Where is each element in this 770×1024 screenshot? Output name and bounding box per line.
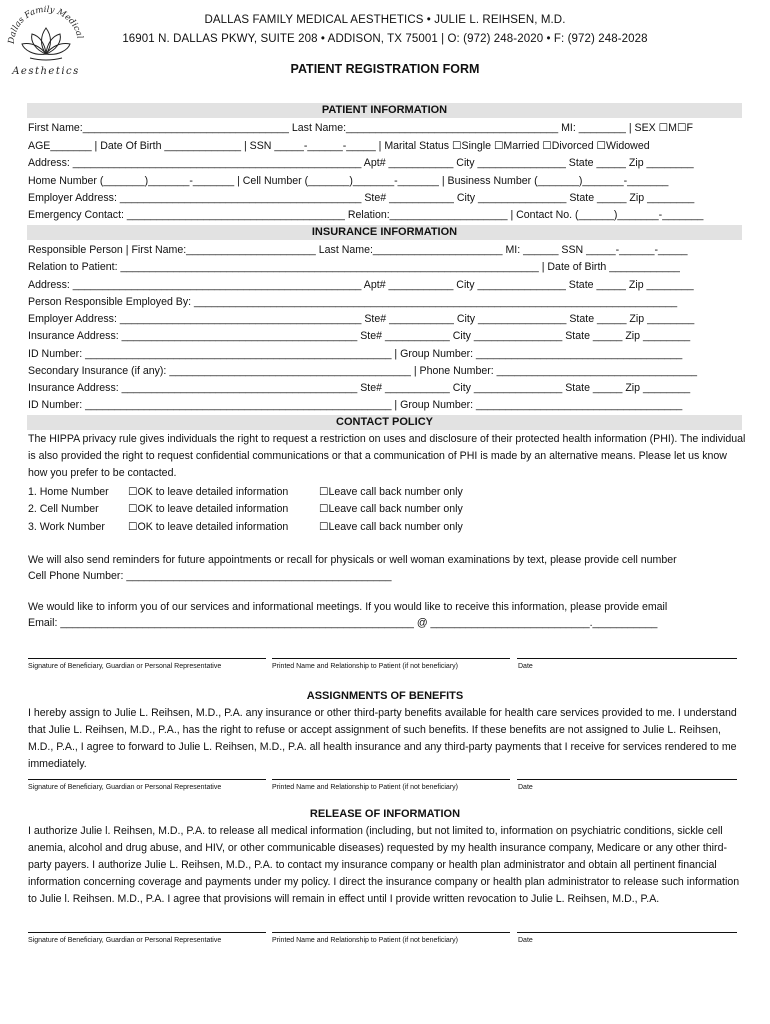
form-title: PATIENT REGISTRATION FORM xyxy=(290,62,480,76)
patient-emergency-row[interactable]: Emergency Contact: _____________________________________ Relation:____________________ | Contact No. (______)_______-_______ xyxy=(28,209,704,221)
secondary-insurance-row[interactable]: Secondary Insurance (if any): _________________________________________ | Phone Number: __________________________________ xyxy=(28,365,697,377)
signature-line[interactable] xyxy=(28,658,266,659)
practice-address-line: 16901 N. DALLAS PKWY, SUITE 208 • ADDISON, TX 75001 | O: (972) 248-2020 • F: (972) 248-2028 xyxy=(122,33,648,45)
signature-line[interactable] xyxy=(28,779,266,780)
assignment-heading: ASSIGNMENTS OF BENEFITS xyxy=(306,690,464,702)
logo-arc-text: Dallas Family Medical xyxy=(6,4,85,45)
ok-detailed-checkbox[interactable]: ☐OK to leave detailed information xyxy=(128,521,289,533)
date-label: Date xyxy=(518,784,533,791)
printed-name-line[interactable] xyxy=(272,932,510,933)
patient-address-row[interactable]: Address: _________________________________________________ Apt# ___________ City _______________ State _____ Zip ________ xyxy=(28,157,694,169)
date-line[interactable] xyxy=(517,932,737,933)
callback-only-checkbox[interactable]: ☐Leave call back number only xyxy=(319,521,463,533)
release-text: I authorize Julie l. Reihsen, M.D., P.A. to release all medical information (including, but not limited to, information on psychiatric conditions, sickle cell anemia, alcohol and drug abuse, and HIV, or other communicable diseases) requested by my health insurance company, Medicare or any other third-party payers. I authorize Julie L. Reihsen, M.D., P.A. to contact my insurance company or health plan administrator and obtain all pertinent financial information concerning coverage and payments under my policy. I direct the insurance company or health plan administrator to release such information to Julie l. Reihsen. M.D., P.A. I agree that provisions will remain in effect until I provide written revocation to Julie L. Reihsen, M.D., P.A. xyxy=(28,825,740,905)
signature-label: Signature of Beneficiary, Guardian or Personal Representative xyxy=(28,937,222,944)
insurance-relation-row[interactable]: Relation to Patient: _______________________________________________________________________ | Date of Birth ____________ xyxy=(28,261,680,273)
signature-label: Signature of Beneficiary, Guardian or Personal Representative xyxy=(28,663,222,670)
callback-only-checkbox[interactable]: ☐Leave call back number only xyxy=(319,486,463,498)
insurance-id-row[interactable]: ID Number: ____________________________________________________ | Group Number: ___________________________________ xyxy=(28,348,683,360)
insurance-employer-row[interactable]: Employer Address: _________________________________________ Ste# ___________ City _______________ State _____ Zip ________ xyxy=(28,313,695,325)
printed-name-label: Printed Name and Relationship to Patient (if not beneficiary) xyxy=(272,937,458,944)
cell-phone-field[interactable]: Cell Phone Number: _____________________________________________ xyxy=(28,570,392,582)
option-label: 3. Work Number xyxy=(28,521,105,533)
email-field[interactable]: Email: ____________________________________________________________ @ ___________________________.___________ xyxy=(28,617,658,629)
contact-policy-heading: CONTACT POLICY xyxy=(27,415,742,430)
insurance-responsible-row[interactable]: Responsible Person | First Name:______________________ Last Name:______________________ MI: ______ SSN _____-______-_____ xyxy=(28,244,688,256)
signature-block-release xyxy=(28,932,740,946)
ok-detailed-checkbox[interactable]: ☐OK to leave detailed information xyxy=(128,486,289,498)
contact-policy-text: The HIPPA privacy rule gives individuals the right to request a restriction on uses and disclosure of their protected health information (PHI). The individual is also provided the right to request confidential communications or that a communication of PHI is made by an alternative means. Please let us know how you prefer to be contacted. xyxy=(28,433,746,479)
insurance-info-heading: INSURANCE INFORMATION xyxy=(27,225,742,240)
release-heading: RELEASE OF INFORMATION xyxy=(309,808,461,820)
signature-label: Signature of Beneficiary, Guardian or Personal Representative xyxy=(28,784,222,791)
patient-age-row[interactable]: AGE_______ | Date Of Birth _____________ | SSN _____-______-_____ | Marital Status ☐Single ☐Married ☐Divorced ☐Widowed xyxy=(28,140,650,152)
date-label: Date xyxy=(518,937,533,944)
insurance-address2-row[interactable]: Insurance Address: ________________________________________ Ste# ___________ City _______________ State _____ Zip ________ xyxy=(28,330,691,342)
date-line[interactable] xyxy=(517,779,737,780)
option-label: 1. Home Number xyxy=(28,486,109,498)
patient-phone-row[interactable]: Home Number (_______)_______-_______ | Cell Number (_______)_______-_______ | Business Number (_______)_______-_______ xyxy=(28,175,669,187)
signature-block-contact xyxy=(28,658,740,672)
insurance-employed-row[interactable]: Person Responsible Employed By: __________________________________________________________________________________ xyxy=(28,296,678,308)
date-line[interactable] xyxy=(517,658,737,659)
printed-name-label: Printed Name and Relationship to Patient (if not beneficiary) xyxy=(272,663,458,670)
logo-subtitle: Aesthetics xyxy=(12,66,80,77)
printed-name-label: Printed Name and Relationship to Patient (if not beneficiary) xyxy=(272,784,458,791)
callback-only-checkbox[interactable]: ☐Leave call back number only xyxy=(319,503,463,515)
patient-employer-row[interactable]: Employer Address: _________________________________________ Ste# ___________ City _______________ State _____ Zip ________ xyxy=(28,192,695,204)
printed-name-line[interactable] xyxy=(272,658,510,659)
services-note: We would like to inform you of our services and informational meetings. If you would like to receive this information, please provide email xyxy=(28,601,668,613)
signature-line[interactable] xyxy=(28,932,266,933)
text-reminder-note: We will also send reminders for future appointments or recall for physicals or well woman examinations by text, please provide cell number xyxy=(28,554,677,566)
option-label: 2. Cell Number xyxy=(28,503,99,515)
ok-detailed-checkbox[interactable]: ☐OK to leave detailed information xyxy=(128,503,289,515)
assignment-text: I hereby assign to Julie L. Reihsen, M.D., P.A. any insurance or other third-party benefits available for health care services provided to me. I understand that Julie L. Reihsen, M.D., P.A., has the right to refuse or accept assignment of such benefits. If these benefits are not assigned to Julie L. Reihsen, M.D., P.A., I agree to forward to Julie L. Reihsen, M.D., P.A. all health insurance and any third-party payments that I receive for services rendered to me immediately. xyxy=(28,707,737,770)
printed-name-line[interactable] xyxy=(272,779,510,780)
signature-block-assignment xyxy=(28,779,740,793)
date-label: Date xyxy=(518,663,533,670)
insurance-address-row[interactable]: Address: _________________________________________________ Apt# ___________ City _______________ State _____ Zip ________ xyxy=(28,279,694,291)
patient-info-heading: PATIENT INFORMATION xyxy=(27,103,742,118)
patient-name-row[interactable]: First Name:___________________________________ Last Name:____________________________________ MI: ________ | SEX ☐M☐F xyxy=(28,122,693,134)
secondary-id-row[interactable]: ID Number: ____________________________________________________ | Group Number: ___________________________________ xyxy=(28,399,683,411)
practice-name-line: DALLAS FAMILY MEDICAL AESTHETICS • JULIE L. REIHSEN, M.D. xyxy=(204,14,566,26)
secondary-address-row[interactable]: Insurance Address: ________________________________________ Ste# ___________ City _______________ State _____ Zip ________ xyxy=(28,382,691,394)
